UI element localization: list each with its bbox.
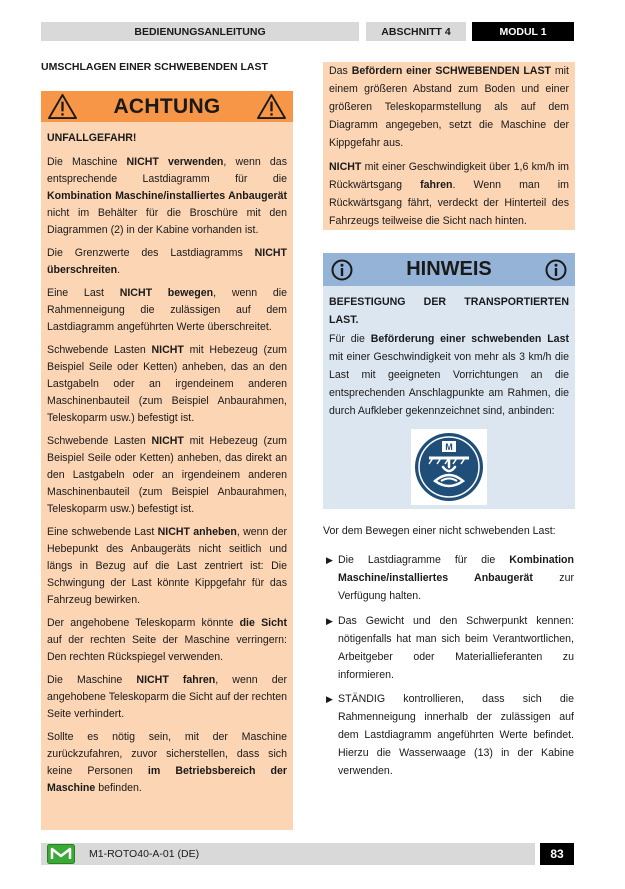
- text-run: mit einer Geschwindigkeit über 1,6 km/h im Rückwärtsgang: [329, 161, 569, 191]
- text-run: Die Lastdiagramme für die: [338, 554, 510, 566]
- list-item-text: [338, 690, 574, 780]
- text-run: Der angehobene Teleskoparm könnte: [47, 617, 240, 629]
- lifting-point-sign: [411, 429, 487, 505]
- triangle-right-icon: ▶: [326, 616, 333, 626]
- text-run: STÄNDIG kontrollieren, dass sich die Rahmenneigung innerhalb der zulässigen auf dem Lastdiagramm angeführten Werte befindet. Hierzu die Wasserwaage (13) in der Kabine verwenden.: [338, 693, 574, 777]
- warning-heading: ACHTUNG: [113, 94, 221, 118]
- warning-paragraph: [47, 672, 287, 723]
- footer-bar: [41, 843, 535, 865]
- header-module-label: MODUL 1: [499, 25, 547, 38]
- text-bold: NICHT: [151, 344, 184, 356]
- text-bold: fahren: [420, 179, 453, 191]
- text-run: Die Grenzwerte des Lastdiagramms: [47, 247, 255, 259]
- warning-body: [41, 122, 293, 797]
- text-run: mit einer Geschwindigkeit von mehr als 3 km/h die Last mit geeigneten Vorrichtungen an die entsprechenden Anschlagpunkte am Rahmen, die durch Aufkleber gekennzeichnet sind, anbinden:: [329, 351, 569, 417]
- hinweis-paragraph: [329, 330, 569, 420]
- brand-logo-icon: [47, 844, 75, 864]
- header-section-label: ABSCHNITT 4: [381, 25, 451, 38]
- info-circle-icon: [331, 259, 353, 281]
- warning-box: [41, 91, 293, 830]
- text-run: Eine schwebende Last: [47, 526, 158, 538]
- text-bold: Befördern einer SCHWEBENDEN LAST: [351, 65, 551, 77]
- text-bold: NICHT: [151, 435, 184, 447]
- warning-triangle-icon: [256, 93, 287, 120]
- info-paragraph: [329, 62, 569, 152]
- list-item-text: [338, 551, 574, 605]
- text-run: , wenn das entsprechende Lastdiagramm für die: [47, 156, 287, 185]
- hinweis-subheading: BEFESTIGUNG DER TRANSPORTIERTEN LAST.: [329, 296, 569, 326]
- list-item: [326, 551, 574, 605]
- text-run: , wenn die Rahmenneigung die zulässigen auf dem Lastdiagramm angeführten Werte überschreitet.: [47, 287, 288, 333]
- text-run: mit einem größeren Abstand zum Boden und einer größeren Teleskoparmstellung als auf dem Diagramm angegeben, setzt die Maschine der Kippgefahr aus.: [329, 65, 569, 149]
- text-run: befinden.: [95, 782, 142, 794]
- text-bold: Kombination Maschine/installiertes Anbaugerät: [47, 190, 287, 202]
- list-item: [326, 690, 574, 780]
- header-module: [472, 22, 574, 41]
- text-run: nicht im Behälter für die Broschüre mit den Diagrammen (2) in der Kabine vorhanden ist.: [47, 207, 287, 236]
- warning-paragraph: [47, 342, 287, 427]
- text-run: zur Verfügung halten.: [338, 572, 574, 602]
- list-item-text: [338, 612, 574, 684]
- header-manual-label: BEDIENUNGSANLEITUNG: [134, 25, 266, 38]
- text-bold: im Betriebsbereich der Maschine: [47, 765, 287, 794]
- hinweis-box: [323, 253, 575, 509]
- warning-subheading: UNFALLGEFAHR!: [47, 132, 137, 144]
- text-run: , wenn der Hebepunkt des Anbaugeräts nicht seitlich und längs in Bezug auf die Last zentriert ist: Die Schwingung der Last könnte Kippgefahr für das Fahrzeug bewirken.: [47, 526, 288, 606]
- page-number: 83: [540, 843, 574, 865]
- text-run: mit Hebezeug (zum Beispiel Seile oder Ketten) anheben, das direkt an den Lastgabeln oder an irgendeinem anderen Maschinenbauteil (zum Beispiel Anbaurahmen, Teleskoparm usw.) befestigt ist.: [47, 435, 287, 515]
- text-run: mit Hebezeug (zum Beispiel Seile oder Ketten) anheben, das an den Lastgabeln oder an irgendeinem anderen Maschinenbauteil (zum Beispiel Anbaurahmen, Teleskoparm usw.) befestigt ist.: [47, 344, 287, 424]
- section-title: UMSCHLAGEN EINER SCHWEBENDEN LAST: [41, 61, 268, 73]
- list-item: [326, 612, 574, 684]
- hinweis-heading: HINWEIS: [406, 258, 492, 280]
- text-bold: NICHT anheben: [157, 526, 237, 538]
- text-run: Das Gewicht und den Schwerpunkt kennen: nötigenfalls hat man sich beim Verantwortlichen, Arbeitgeber oder Materiallieferanten zu informieren.: [338, 615, 574, 681]
- text-bold: NICHT verwenden: [126, 156, 224, 168]
- text-bold: NICHT überschreiten: [47, 247, 287, 276]
- warning-paragraph: [47, 524, 287, 609]
- hinweis-header: [323, 253, 575, 286]
- text-bold: die Sicht: [239, 617, 287, 629]
- warning-paragraph: [47, 433, 287, 518]
- lifting-point-sign-icon: [413, 431, 485, 503]
- text-run: Schwebende Lasten: [47, 344, 152, 356]
- text-run: Sollte es nötig sein, mit der Maschine zurückzufahren, zuvor sicherstellen, dass sich keine Personen: [47, 731, 287, 777]
- info-box: [323, 62, 575, 230]
- triangle-right-icon: ▶: [326, 555, 333, 565]
- before-text: Vor dem Bewegen einer nicht schwebenden Last:: [323, 525, 556, 537]
- warning-paragraph: [47, 615, 287, 666]
- text-run: Für die: [329, 333, 371, 345]
- text-run: Das: [329, 65, 352, 77]
- header-manual: [41, 22, 359, 41]
- warning-paragraph: [47, 285, 287, 336]
- text-run: Eine Last: [47, 287, 120, 299]
- info-circle-icon: [545, 259, 567, 281]
- text-run: auf der rechten Seite der Maschine verringern: Den rechten Rückspiegel verwenden.: [47, 634, 287, 663]
- text-run: .: [117, 264, 121, 276]
- doc-code: M1-ROTO40-A-01 (DE): [89, 848, 200, 860]
- text-run: , wenn der angehobene Teleskoparm die Sicht auf der rechten Seite verhindert.: [47, 674, 288, 720]
- text-bold: Beförderung einer schwebenden Last: [370, 333, 569, 345]
- text-bold: Kombination Maschine/installiertes Anbaugerät: [338, 554, 574, 584]
- warning-paragraph: [47, 154, 287, 239]
- info-paragraph: [329, 158, 569, 230]
- warning-header: [41, 91, 293, 122]
- sign-logo-text: M: [445, 442, 453, 452]
- hinweis-body: [323, 286, 575, 420]
- warning-triangle-icon: [47, 93, 78, 120]
- triangle-right-icon: ▶: [326, 694, 333, 704]
- text-run: Die Maschine: [47, 156, 127, 168]
- text-bold: NICHT: [329, 161, 362, 173]
- text-bold: NICHT fahren: [136, 674, 216, 686]
- warning-paragraph: [47, 729, 287, 797]
- text-run: Schwebende Lasten: [47, 435, 152, 447]
- text-run: . Wenn man im Rückwärtsgang fährt, verdeckt der Hinterteil des Fahrzeugs teilweise die Sicht nach hinten.: [329, 179, 569, 227]
- text-run: Die Maschine: [47, 674, 137, 686]
- text-bold: NICHT bewegen: [119, 287, 214, 299]
- header-section: [366, 22, 466, 41]
- warning-paragraph: [47, 245, 287, 279]
